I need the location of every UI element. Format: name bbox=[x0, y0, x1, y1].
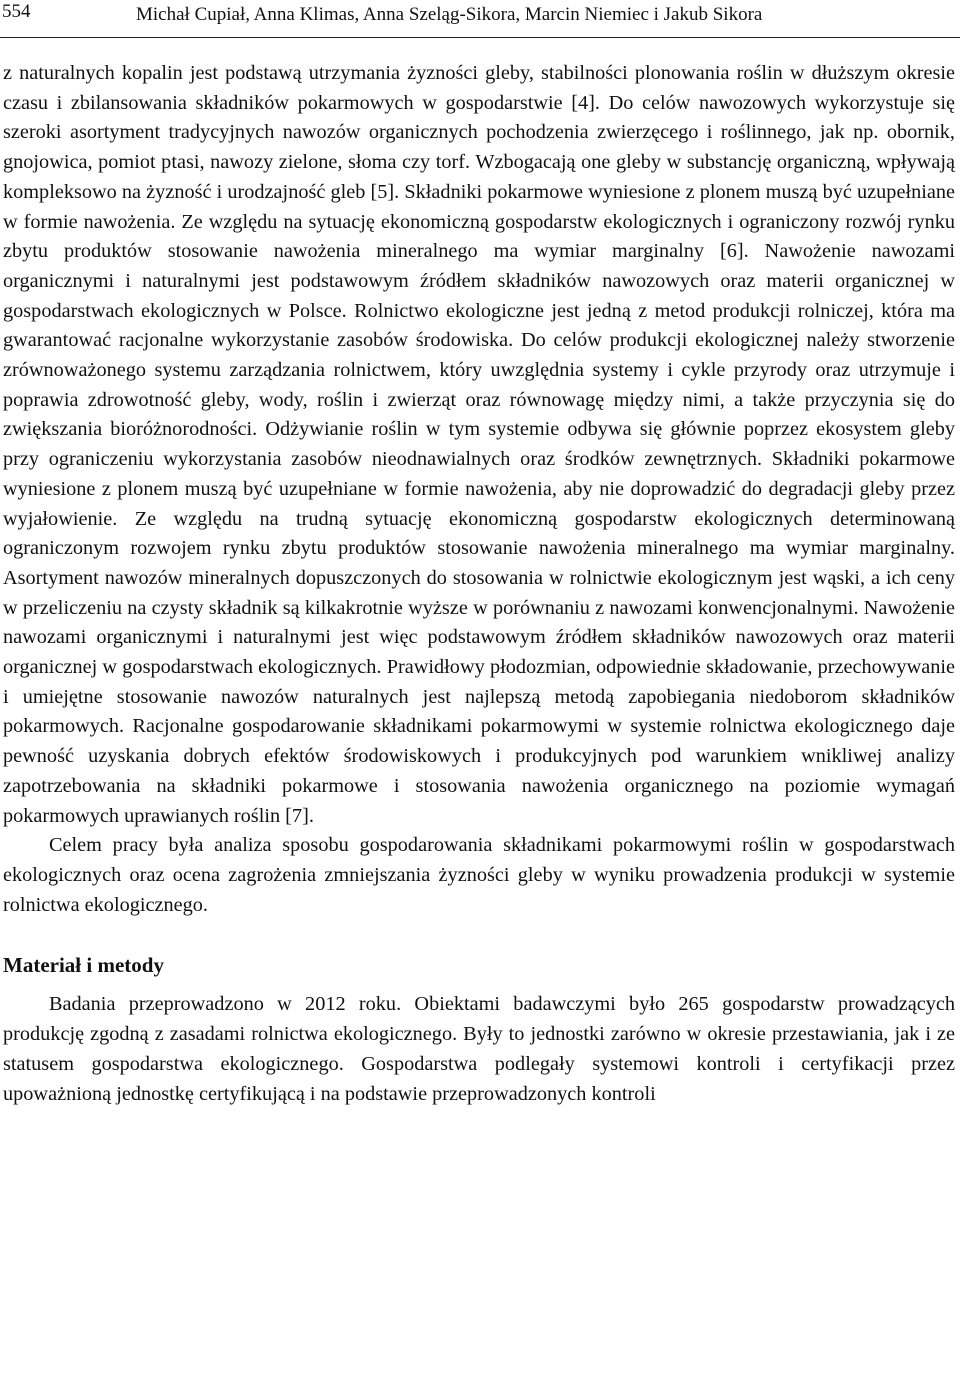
paragraph-methods: Badania przeprowadzono w 2012 roku. Obiektami badawczymi było 265 gospodarstw prowadzących produkcję zgodną z zasadami rolnictwa ekologicznego. Były to jednostki zarówno w okresie przestawiania, jak i ze statusem gospodarstwa ekologicznego. Gospodarstwa podlegały systemowi kontroli i certyfikacji przez upoważnioną jednostkę certyfikującą i na podstawie przeprowadzonych kontroli bbox=[3, 993, 955, 1105]
section-heading-materials-methods: Materiał i metody bbox=[3, 953, 164, 978]
running-header-authors: Michał Cupiał, Anna Klimas, Anna Szeląg-Sikora, Marcin Niemiec i Jakub Sikora bbox=[136, 4, 763, 25]
paragraph-aim: Celem pracy była analiza sposobu gospodarowania składnikami pokarmowymi roślin w gospodarstwach ekologicznych oraz ocena zagrożenia zmniejszania żyzności gleby w wyniku prowadzenia produkcji w systemie rolnictwa ekologicznego. bbox=[3, 834, 955, 916]
header-rule bbox=[0, 37, 960, 38]
body-text bbox=[3, 59, 955, 1109]
running-header bbox=[0, 0, 960, 44]
paragraph-continued: z naturalnych kopalin jest podstawą utrzymania żyzności gleby, stabilności plonowania roślin w dłuższym okresie czasu i zbilansowania składników pokarmowych w gospodarstwie [4]. Do celów nawozowych wykorzystuje się szeroki asortyment tradycyjnych nawozów organicznych pochodzenia zwierzęcego i roślinnego, jak np. obornik, gnojowica, pomiot ptasi, nawozy zielone, słoma czy torf. Wzbogacają one gleby w substancję organiczną, wpływają kompleksowo na żyzność i urodzajność gleb [5]. Składniki pokarmowe wyniesione z plonem muszą być uzupełniane w formie nawożenia. Ze względu na sytuację ekonomiczną gospodarstw ekologicznych i ograniczony rozwój rynku zbytu produktów stosowanie nawożenia mineralnego ma wymiar marginalny [6]. Nawożenie nawozami organicznymi i naturalnymi jest podstawowym źródłem składników nawozowych oraz materii organicznej w gospodarstwach ekologicznych w Polsce. Rolnictwo ekologiczne jest jedną z metod produkcji rolniczej, która ma gwarantować racjonalne wykorzystanie zasobów środowiska. Do celów produkcji ekologicznej należy stworzenie zrównoważonego systemu zarządzania rolnictwem, który uwzględnia systemy i cykle przyrody oraz utrzymuje i poprawia zdrowotność gleby, wody, roślin i zwierząt oraz równowagę między nimi, a także przyczynia się do zwiększania bioróżnorodności. Odżywianie roślin w tym systemie odbywa się głównie poprzez ekosystem gleby przy ograniczeniu wykorzystania zasobów nieodnawialnych oraz środków zewnętrznych. Składniki pokarmowe wyniesione z plonem muszą być uzupełniane w formie nawożenia, aby nie doprowadzić do degradacji gleby przez wyjałowienie. Ze względu na trudną sytuację ekonomiczną gospodarstw ekologicznych determinowaną ograniczonym rozwojem rynku zbytu produktów stosowanie nawożenia mineralnego ma wymiar marginalny. Asortyment nawozów mineralnych dopuszczonych do stosowania w rolnictwie ekologicznym jest wąski, a ich ceny w przeliczeniu na czysty składnik są kilkakrotnie wyższe w porównaniu z nawozami konwencjonalnymi. Nawożenie nawozami organicznymi i naturalnymi jest więc podstawowym źródłem składników nawozowych oraz materii organicznej w gospodarstwach ekologicznych. Prawidłowy płodozmian, odpowiednie składowanie, przechowywanie i umiejętne stosowanie nawozów naturalnych jest najlepszą metodą zapobiegania niedoborom składników pokarmowych. Racjonalne gospodarowanie składnikami pokarmowymi w systemie rolnictwa ekologicznego daje pewność uzyskania dobrych efektów środowiskowych i produkcyjnych pod warunkiem wnikliwej analizy zapotrzebowania na składniki pokarmowe i stosowania nawożenia organicznego na poziomie wymagań pokarmowych uprawianych roślin [7]. bbox=[3, 62, 955, 827]
page-number: 554 bbox=[2, 1, 31, 22]
